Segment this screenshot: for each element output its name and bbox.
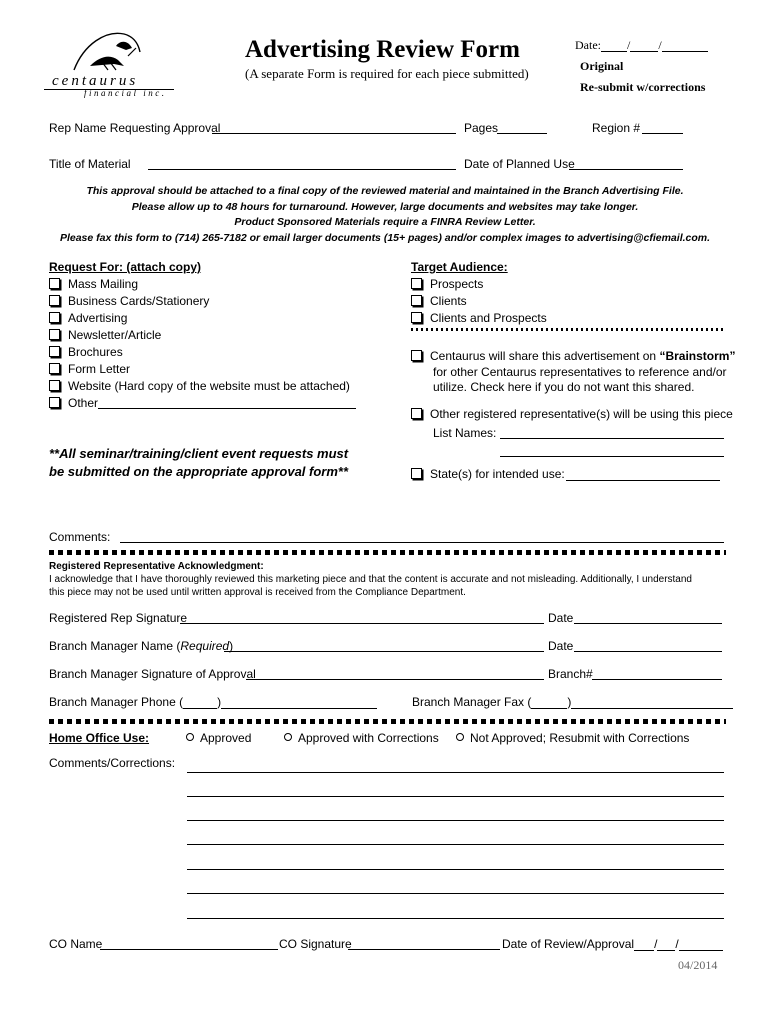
checkbox[interactable] xyxy=(49,397,60,408)
item-label: Brochures xyxy=(68,344,123,359)
comments-label: Comments: xyxy=(49,530,111,544)
date-sep: / xyxy=(654,937,658,951)
request-item-website[interactable] xyxy=(49,377,389,394)
co-signature-input[interactable] xyxy=(348,949,500,950)
checkbox[interactable] xyxy=(411,408,422,419)
corrections-line[interactable] xyxy=(187,820,724,821)
share-text: Centaurus will share this advertisement on xyxy=(430,349,660,363)
review-day-input[interactable] xyxy=(657,938,675,951)
co-signature-label: CO Signature xyxy=(279,937,352,951)
pages-input[interactable] xyxy=(497,133,547,134)
section-divider xyxy=(49,719,726,724)
bm-date-input[interactable] xyxy=(574,651,722,652)
fax-area-input[interactable] xyxy=(531,696,567,709)
ack-line: I acknowledge that I have thoroughly reviewed this marketing piece and that the content is accurate and not misleading. Additionally, I understand xyxy=(49,574,692,585)
bm-name-input[interactable] xyxy=(224,651,544,652)
target-item-prospects[interactable] xyxy=(411,275,731,292)
date-year-input[interactable] xyxy=(662,39,708,52)
ack-line: this piece may not be used until written approval is received from the Compliance Department. xyxy=(49,587,466,598)
other-reps-option[interactable] xyxy=(411,407,733,421)
comments-corrections-label: Comments/Corrections: xyxy=(49,756,176,770)
request-for-section xyxy=(49,260,389,411)
request-item-brochures[interactable] xyxy=(49,343,389,360)
checkbox[interactable] xyxy=(411,468,422,479)
bm-name-label xyxy=(49,639,233,653)
target-audience-heading: Target Audience: xyxy=(411,260,508,274)
share-text-line: utilize. Check here if you do not want this shared. xyxy=(433,380,695,394)
date-day-input[interactable] xyxy=(630,39,658,52)
checkbox[interactable] xyxy=(49,329,60,340)
bm-name-text: ) xyxy=(229,639,234,653)
not-approved-option[interactable] xyxy=(456,731,689,745)
instructions-notice xyxy=(30,184,740,246)
date-sep: / xyxy=(658,38,662,52)
pages-label: Pages xyxy=(464,121,499,135)
paren: ) xyxy=(567,695,572,709)
bm-phone-field xyxy=(49,695,377,709)
item-label: Form Letter xyxy=(68,361,131,376)
resubmit-option[interactable]: Re-submit w/corrections xyxy=(580,80,706,94)
branch-input[interactable] xyxy=(592,679,722,680)
header-date-label: Date: xyxy=(575,38,601,52)
radio[interactable] xyxy=(186,733,194,741)
form-title: Advertising Review Form xyxy=(245,36,520,63)
ack-heading: Registered Representative Acknowledgment: xyxy=(49,561,264,572)
states-option[interactable] xyxy=(411,467,565,481)
share-text-line: for other Centaurus representatives to reference and/or xyxy=(433,364,727,379)
company-logo xyxy=(44,26,179,102)
bm-phone-label: Branch Manager Phone ( xyxy=(49,695,184,709)
item-label: Mass Mailing xyxy=(68,276,139,291)
list-names-input-2[interactable] xyxy=(500,456,724,457)
item-label: Other xyxy=(68,395,99,410)
radio[interactable] xyxy=(284,733,292,741)
approved-option[interactable] xyxy=(186,731,251,745)
paren: ) xyxy=(217,695,222,709)
dotted-divider xyxy=(411,328,724,331)
approved-corrections-option[interactable] xyxy=(284,731,439,745)
bm-fax-label: Branch Manager Fax ( xyxy=(412,695,532,709)
request-item-business-cards[interactable] xyxy=(49,292,389,309)
rep-name-input[interactable] xyxy=(212,133,456,134)
item-label: Clients and Prospects xyxy=(430,310,547,325)
comments-input[interactable] xyxy=(120,542,724,543)
rep-name-label: Rep Name Requesting Approval xyxy=(49,121,221,135)
original-option[interactable]: Original xyxy=(580,59,624,73)
date-review-label: Date of Review/Approval xyxy=(502,937,635,951)
checkbox[interactable] xyxy=(49,363,60,374)
checkbox[interactable] xyxy=(49,278,60,289)
date-sep: / xyxy=(627,38,631,52)
header-date-field xyxy=(575,38,708,53)
item-label: Prospects xyxy=(430,276,484,291)
region-input[interactable] xyxy=(642,133,683,134)
corrections-line[interactable] xyxy=(187,796,724,797)
bm-fax-input[interactable] xyxy=(571,696,733,709)
co-name-input[interactable] xyxy=(100,949,278,950)
rep-signature-input[interactable] xyxy=(180,623,544,624)
section-divider xyxy=(49,550,726,555)
checkbox[interactable] xyxy=(411,295,422,306)
corrections-line[interactable] xyxy=(187,772,724,773)
seminar-note-line: be submitted on the appropriate approval form** xyxy=(49,464,349,479)
notice-line: This approval should be attached to a final copy of the reviewed material and maintained in the Branch Advertising File. xyxy=(86,185,684,197)
item-label: Advertising xyxy=(68,310,128,325)
checkbox[interactable] xyxy=(411,350,422,361)
corrections-line[interactable] xyxy=(187,844,724,845)
form-subtitle: (A separate Form is required for each piece submitted) xyxy=(245,66,529,81)
request-item-form-letter[interactable] xyxy=(49,360,389,377)
corrections-line[interactable] xyxy=(187,918,724,919)
date-planned-input[interactable] xyxy=(569,169,683,170)
request-for-heading: Request For: (attach copy) xyxy=(49,260,202,274)
title-material-label: Title of Material xyxy=(49,157,131,171)
date-sep: / xyxy=(675,937,679,951)
co-name-label: CO Name xyxy=(49,937,103,951)
notice-line: Product Sponsored Materials require a FINRA Review Letter. xyxy=(234,216,536,228)
review-month-input[interactable] xyxy=(634,938,654,951)
list-names-input[interactable] xyxy=(500,438,724,439)
states-input[interactable] xyxy=(566,480,720,481)
list-names-label: List Names: xyxy=(433,426,497,440)
date-label: Date xyxy=(548,611,574,625)
target-item-clients[interactable] xyxy=(411,292,731,309)
checkbox[interactable] xyxy=(49,380,60,391)
states-label: State(s) for intended use: xyxy=(430,467,565,481)
centaur-logo-icon xyxy=(44,26,179,76)
bm-signature-input[interactable] xyxy=(246,679,544,680)
brainstorm-name: “Brainstorm” xyxy=(659,349,736,363)
checkbox[interactable] xyxy=(411,312,422,323)
required-note: Required xyxy=(180,639,230,653)
request-item-advertising[interactable] xyxy=(49,309,389,326)
option-label: Not Approved; Resubmit with Corrections xyxy=(470,731,690,745)
bm-fax-field xyxy=(412,695,733,709)
notice-line: Please fax this form to (714) 265-7182 or email larger documents (15+ pages) and/or complex images to advertising@cfiemail.com. xyxy=(59,231,711,244)
item-label: Website (Hard copy of the website must be attached) xyxy=(68,378,350,393)
date-planned-label: Date of Planned Use xyxy=(464,157,575,171)
home-office-label: Home Office Use: xyxy=(49,731,150,745)
item-label: Clients xyxy=(430,293,467,308)
item-label: Newsletter/Article xyxy=(68,327,162,342)
checkbox[interactable] xyxy=(49,295,60,306)
bm-signature-label: Branch Manager Signature of Approval xyxy=(49,667,256,681)
date-month-input[interactable] xyxy=(601,39,627,52)
radio[interactable] xyxy=(456,733,464,741)
seminar-note-line: **All seminar/training/client event requests must xyxy=(49,446,349,461)
ack-text xyxy=(49,573,692,599)
request-item-mass-mailing[interactable] xyxy=(49,275,389,292)
request-item-newsletter[interactable] xyxy=(49,326,389,343)
other-reps-label: Other registered representative(s) will be using this piece xyxy=(430,407,733,421)
form-version: 04/2014 xyxy=(678,958,718,972)
phone-area-input[interactable] xyxy=(183,696,217,709)
item-label: Business Cards/Stationery xyxy=(68,293,210,308)
checkbox[interactable] xyxy=(49,346,60,357)
title-material-input[interactable] xyxy=(148,169,456,170)
date-label: Date xyxy=(548,639,574,653)
review-year-input[interactable] xyxy=(679,938,723,951)
notice-line: Please allow up to 48 hours for turnaround. However, large documents and websites may take longer. xyxy=(131,200,639,213)
checkbox[interactable] xyxy=(49,312,60,323)
corrections-line[interactable] xyxy=(187,869,724,870)
target-audience-section xyxy=(411,260,731,326)
region-label: Region # xyxy=(592,121,641,135)
request-item-other[interactable] xyxy=(49,394,389,411)
other-input[interactable] xyxy=(98,397,356,409)
date-review-field xyxy=(502,937,723,951)
target-item-clients-prospects[interactable] xyxy=(411,309,731,326)
seminar-note xyxy=(49,445,348,481)
logo-name: centaurus xyxy=(52,73,139,89)
option-label: Approved with Corrections xyxy=(298,731,439,745)
corrections-line[interactable] xyxy=(187,893,724,894)
branch-label: Branch# xyxy=(548,667,593,681)
rep-date-input[interactable] xyxy=(574,623,722,624)
brainstorm-share-option[interactable] xyxy=(411,349,741,396)
option-label: Approved xyxy=(200,731,252,745)
checkbox[interactable] xyxy=(411,278,422,289)
rep-signature-label: Registered Rep Signature xyxy=(49,611,188,625)
bm-name-text: Branch Manager Name ( xyxy=(49,639,181,653)
bm-phone-input[interactable] xyxy=(221,696,377,709)
logo-tagline: financial inc. xyxy=(84,88,167,98)
